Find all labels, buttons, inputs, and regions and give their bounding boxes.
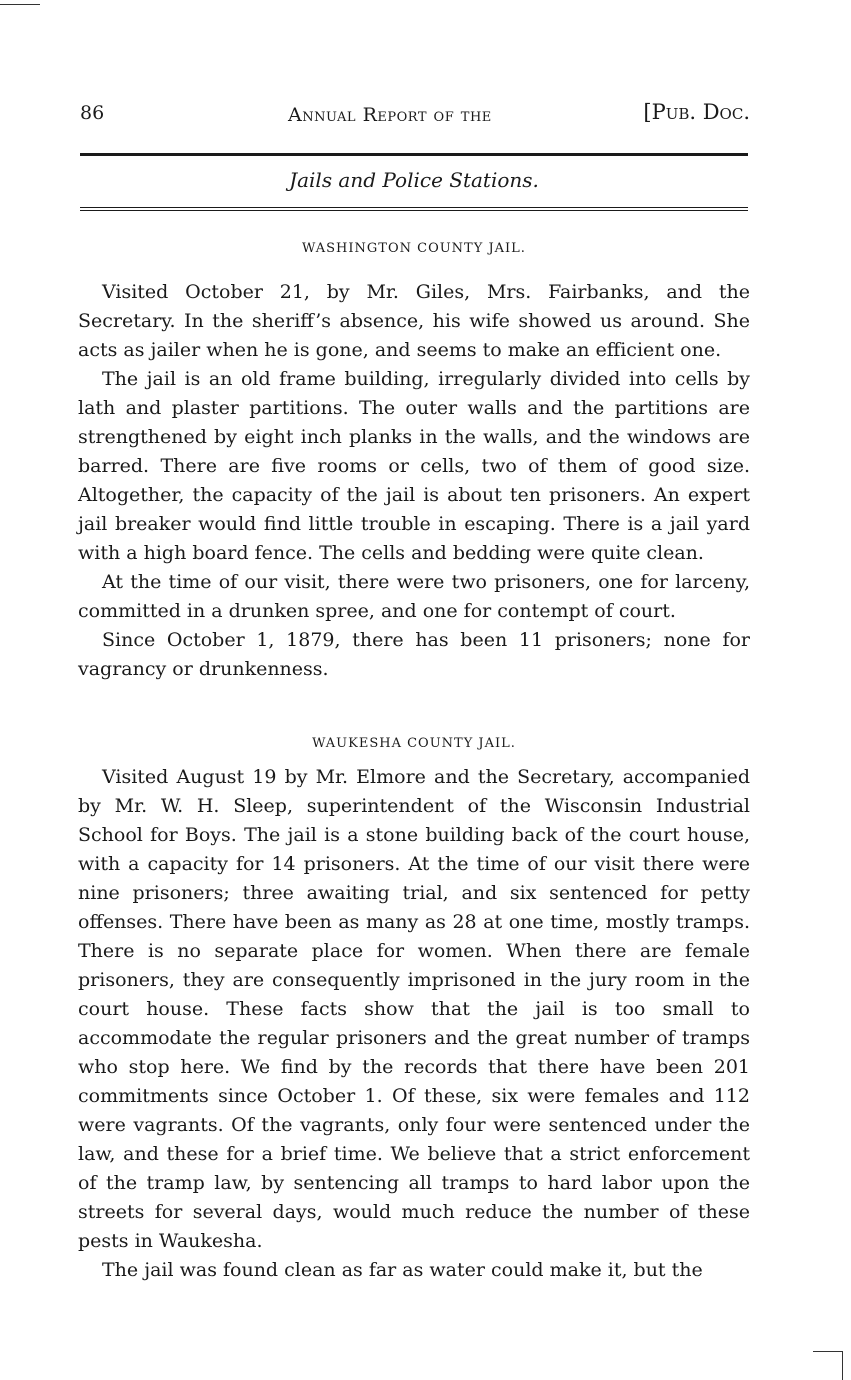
corner-rule [842, 1352, 843, 1380]
paragraph: The jail is an old frame building, irregularly divided into cells by lath and plaster partitions. The outer walls and the partitions are strengthened by eight inch planks in the walls, and the windows are barred. There are five rooms or cells, two of them of good size. Altogether, the capacity of the jail is about ten prisoners. An expert jail breaker would find little trouble in escaping. There is a jail yard with a high board fence. The cells and bedding were quite clean. [78, 368, 750, 564]
section-heading-waukesha: WAUKESHA COUNTY JAIL. [312, 736, 516, 751]
section-body-waukesha [78, 763, 750, 1285]
paragraph: Visited August 19 by Mr. Elmore and the Secretary, accompanied by Mr. W. H. Sleep, superintendent of the Wisconsin Industrial School for Boys. The jail is a stone building back of the court house, with a capacity for 14 prisoners. At the time of our visit there were nine prisoners; three awaiting trial, and six sentenced for petty offenses. There have been as many as 28 at one time, mostly tramps. There is no separate place for women. When there are female prisoners, they are consequently imprisoned in the jury room in the court house. These facts show that the jail is too small to accommodate the regular prisoners and the great number of tramps who stop here. We find by the records that there have been 201 commitments since October 1. Of these, six were females and 112 were vagrants. Of the vagrants, only four were sentenced under the law, and these for a brief time. We believe that a strict enforcement of the tramp law, by sentencing all tramps to hard labor upon the streets for several days, would much reduce the number of these pests in Waukesha. [78, 766, 750, 1252]
running-header [78, 100, 750, 130]
section-subtitle: Jails and Police Stations. [289, 168, 539, 192]
paragraph: Visited October 21, by Mr. Giles, Mrs. Fairbanks, and the Secretary. In the sheriff’s absence, his wife showed us around. She acts as jailer when he is gone, and seems to make an efficient one. [78, 281, 750, 361]
paragraph: At the time of our visit, there were two prisoners, one for larceny, committed in a drunken spree, and one for contempt of court. [78, 571, 750, 622]
corner-rule [813, 1351, 843, 1352]
document-reference: [Pub. Doc. [643, 100, 750, 124]
paragraph: The jail was found clean as far as water could make it, but the [102, 1259, 703, 1281]
corner-rule [0, 4, 40, 5]
running-title: Annual Report of the [288, 104, 492, 126]
section-body-washington [78, 278, 750, 684]
subtitle-rule-lower [80, 210, 748, 211]
section-heading-washington: WASHINGTON COUNTY JAIL. [302, 241, 526, 256]
paragraph: Since October 1, 1879, there has been 11 prisoners; none for vagrancy or drunkenness. [78, 629, 750, 680]
subtitle-rule-upper [80, 207, 748, 208]
page-number: 86 [80, 102, 105, 124]
header-rule-top [80, 153, 748, 156]
